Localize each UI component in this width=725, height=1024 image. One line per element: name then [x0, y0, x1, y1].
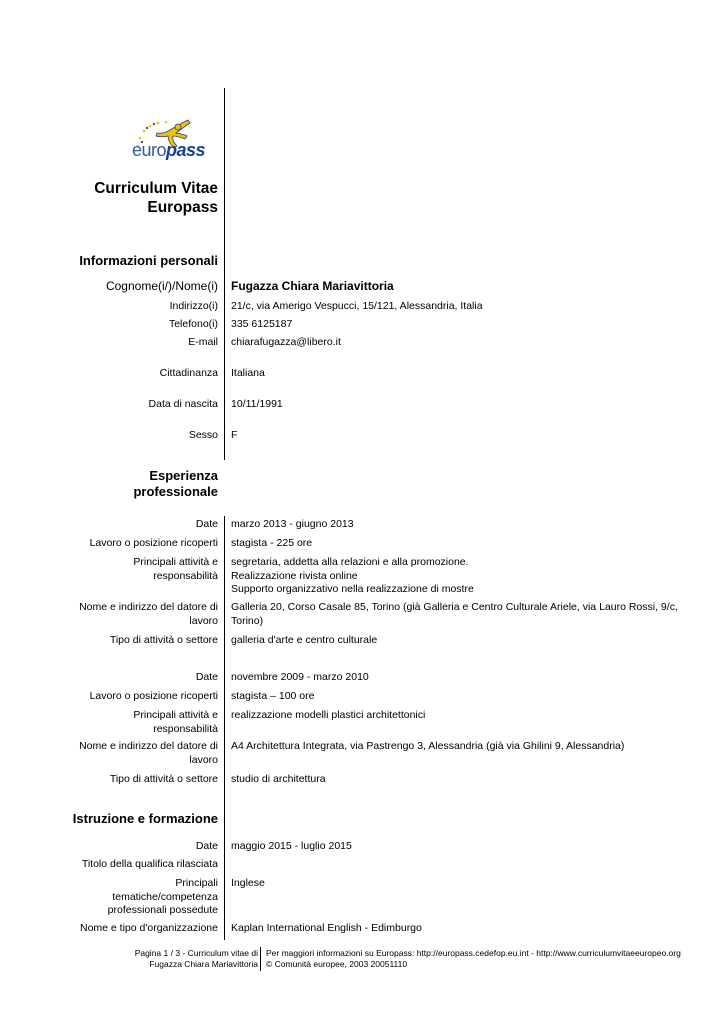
address-label: Indirizzo(i)	[169, 300, 218, 312]
section-personal-info: Informazioni personali	[79, 253, 218, 268]
sex-value: F	[231, 429, 238, 441]
phone-value: 335 6125187	[231, 318, 293, 330]
job-sector-value: studio di architettura	[231, 773, 326, 785]
email-value: chiarafugazza@libero.it	[231, 336, 341, 348]
edu-organization-label: Nome e tipo d'organizzazione	[79, 922, 218, 934]
job-activities-value: realizzazione modelli plastici architettonici	[231, 709, 426, 721]
job-activities-value: segretaria, addetta alla relazioni e alla promozione. Realizzazione rivista online Supporto organizzativo nella realizzazione di mostre	[231, 556, 474, 595]
birth-date-value: 10/11/1991	[231, 398, 283, 410]
citizenship-label: Cittadinanza	[159, 367, 218, 379]
europass-logo-text: europass	[132, 140, 206, 160]
email-label: E-mail	[188, 336, 218, 348]
divider-line-top	[224, 88, 225, 460]
job-employer-value: A4 Architettura Integrata, via Pastrengo 3, Alessandria (già via Ghilini 9, Alessandria)	[231, 740, 625, 752]
job-employer-label: Nome e indirizzo del datore di lavoro	[79, 740, 218, 766]
job-date-value: novembre 2009 - marzo 2010	[231, 671, 369, 683]
job-employer-label: Nome e indirizzo del datore di lavoro	[79, 601, 218, 627]
section-experience: Esperienza professionale	[133, 468, 218, 499]
job-sector-label: Tipo di attività o settore	[109, 773, 218, 785]
edu-qualification-label: Titolo della qualifica rilasciata	[81, 858, 218, 870]
job-position-value: stagista – 100 ore	[231, 690, 315, 702]
name-label: Cognome(i/)/Nome(i)	[105, 279, 218, 293]
footer-page-info: Pagina 1 / 3 - Curriculum vitae di Fugazza Chiara Mariavittoria	[134, 948, 258, 969]
job-date-label: Date	[195, 518, 218, 530]
citizenship-value: Italiana	[231, 367, 265, 379]
footer-info: Per maggiori informazioni su Europass: http://europass.cedefop.eu.int - http://www.curriculumvitaeeuropeo.org © Comunità europee, 2003 20051110	[266, 948, 681, 969]
job-position-value: stagista - 225 ore	[231, 537, 313, 549]
address-value: 21/c, via Amerigo Vespucci, 15/121, Alessandria, Italia	[231, 300, 483, 312]
cv-title: Curriculum Vitae Europass	[94, 180, 218, 216]
edu-date-label: Date	[195, 840, 218, 852]
edu-date-value: maggio 2015 - luglio 2015	[231, 840, 352, 852]
job-position-label: Lavoro o posizione ricoperti	[89, 690, 218, 702]
job-employer-value: Galleria 20, Corso Casale 85, Torino (già Galleria e Centro Culturale Ariele, via Lauro Rossi, 9/c, Torino)	[231, 601, 678, 627]
section-education: Istruzione e formazione	[72, 811, 218, 826]
job-sector-label: Tipo di attività o settore	[109, 634, 218, 646]
edu-skills-value: Inglese	[231, 877, 265, 889]
job-activities-label: Principali attività e responsabilità	[133, 709, 218, 735]
job-date-value: marzo 2013 - giugno 2013	[231, 518, 354, 530]
edu-skills-label: Principali tematiche/competenza professionali possedute	[107, 877, 218, 916]
birth-date-label: Data di nascita	[148, 398, 218, 410]
name-value: Fugazza Chiara Mariavittoria	[231, 279, 394, 293]
divider-line-bottom	[224, 516, 225, 940]
edu-organization-value: Kaplan International English - Edimburgo	[231, 922, 422, 934]
phone-label: Telefono(i)	[168, 318, 218, 330]
job-sector-value: galleria d'arte e centro culturale	[231, 634, 378, 646]
job-date-label: Date	[195, 671, 218, 683]
sex-label: Sesso	[188, 429, 218, 441]
job-position-label: Lavoro o posizione ricoperti	[89, 537, 218, 549]
job-activities-label: Principali attività e responsabilità	[133, 556, 218, 582]
footer-divider	[260, 947, 261, 971]
